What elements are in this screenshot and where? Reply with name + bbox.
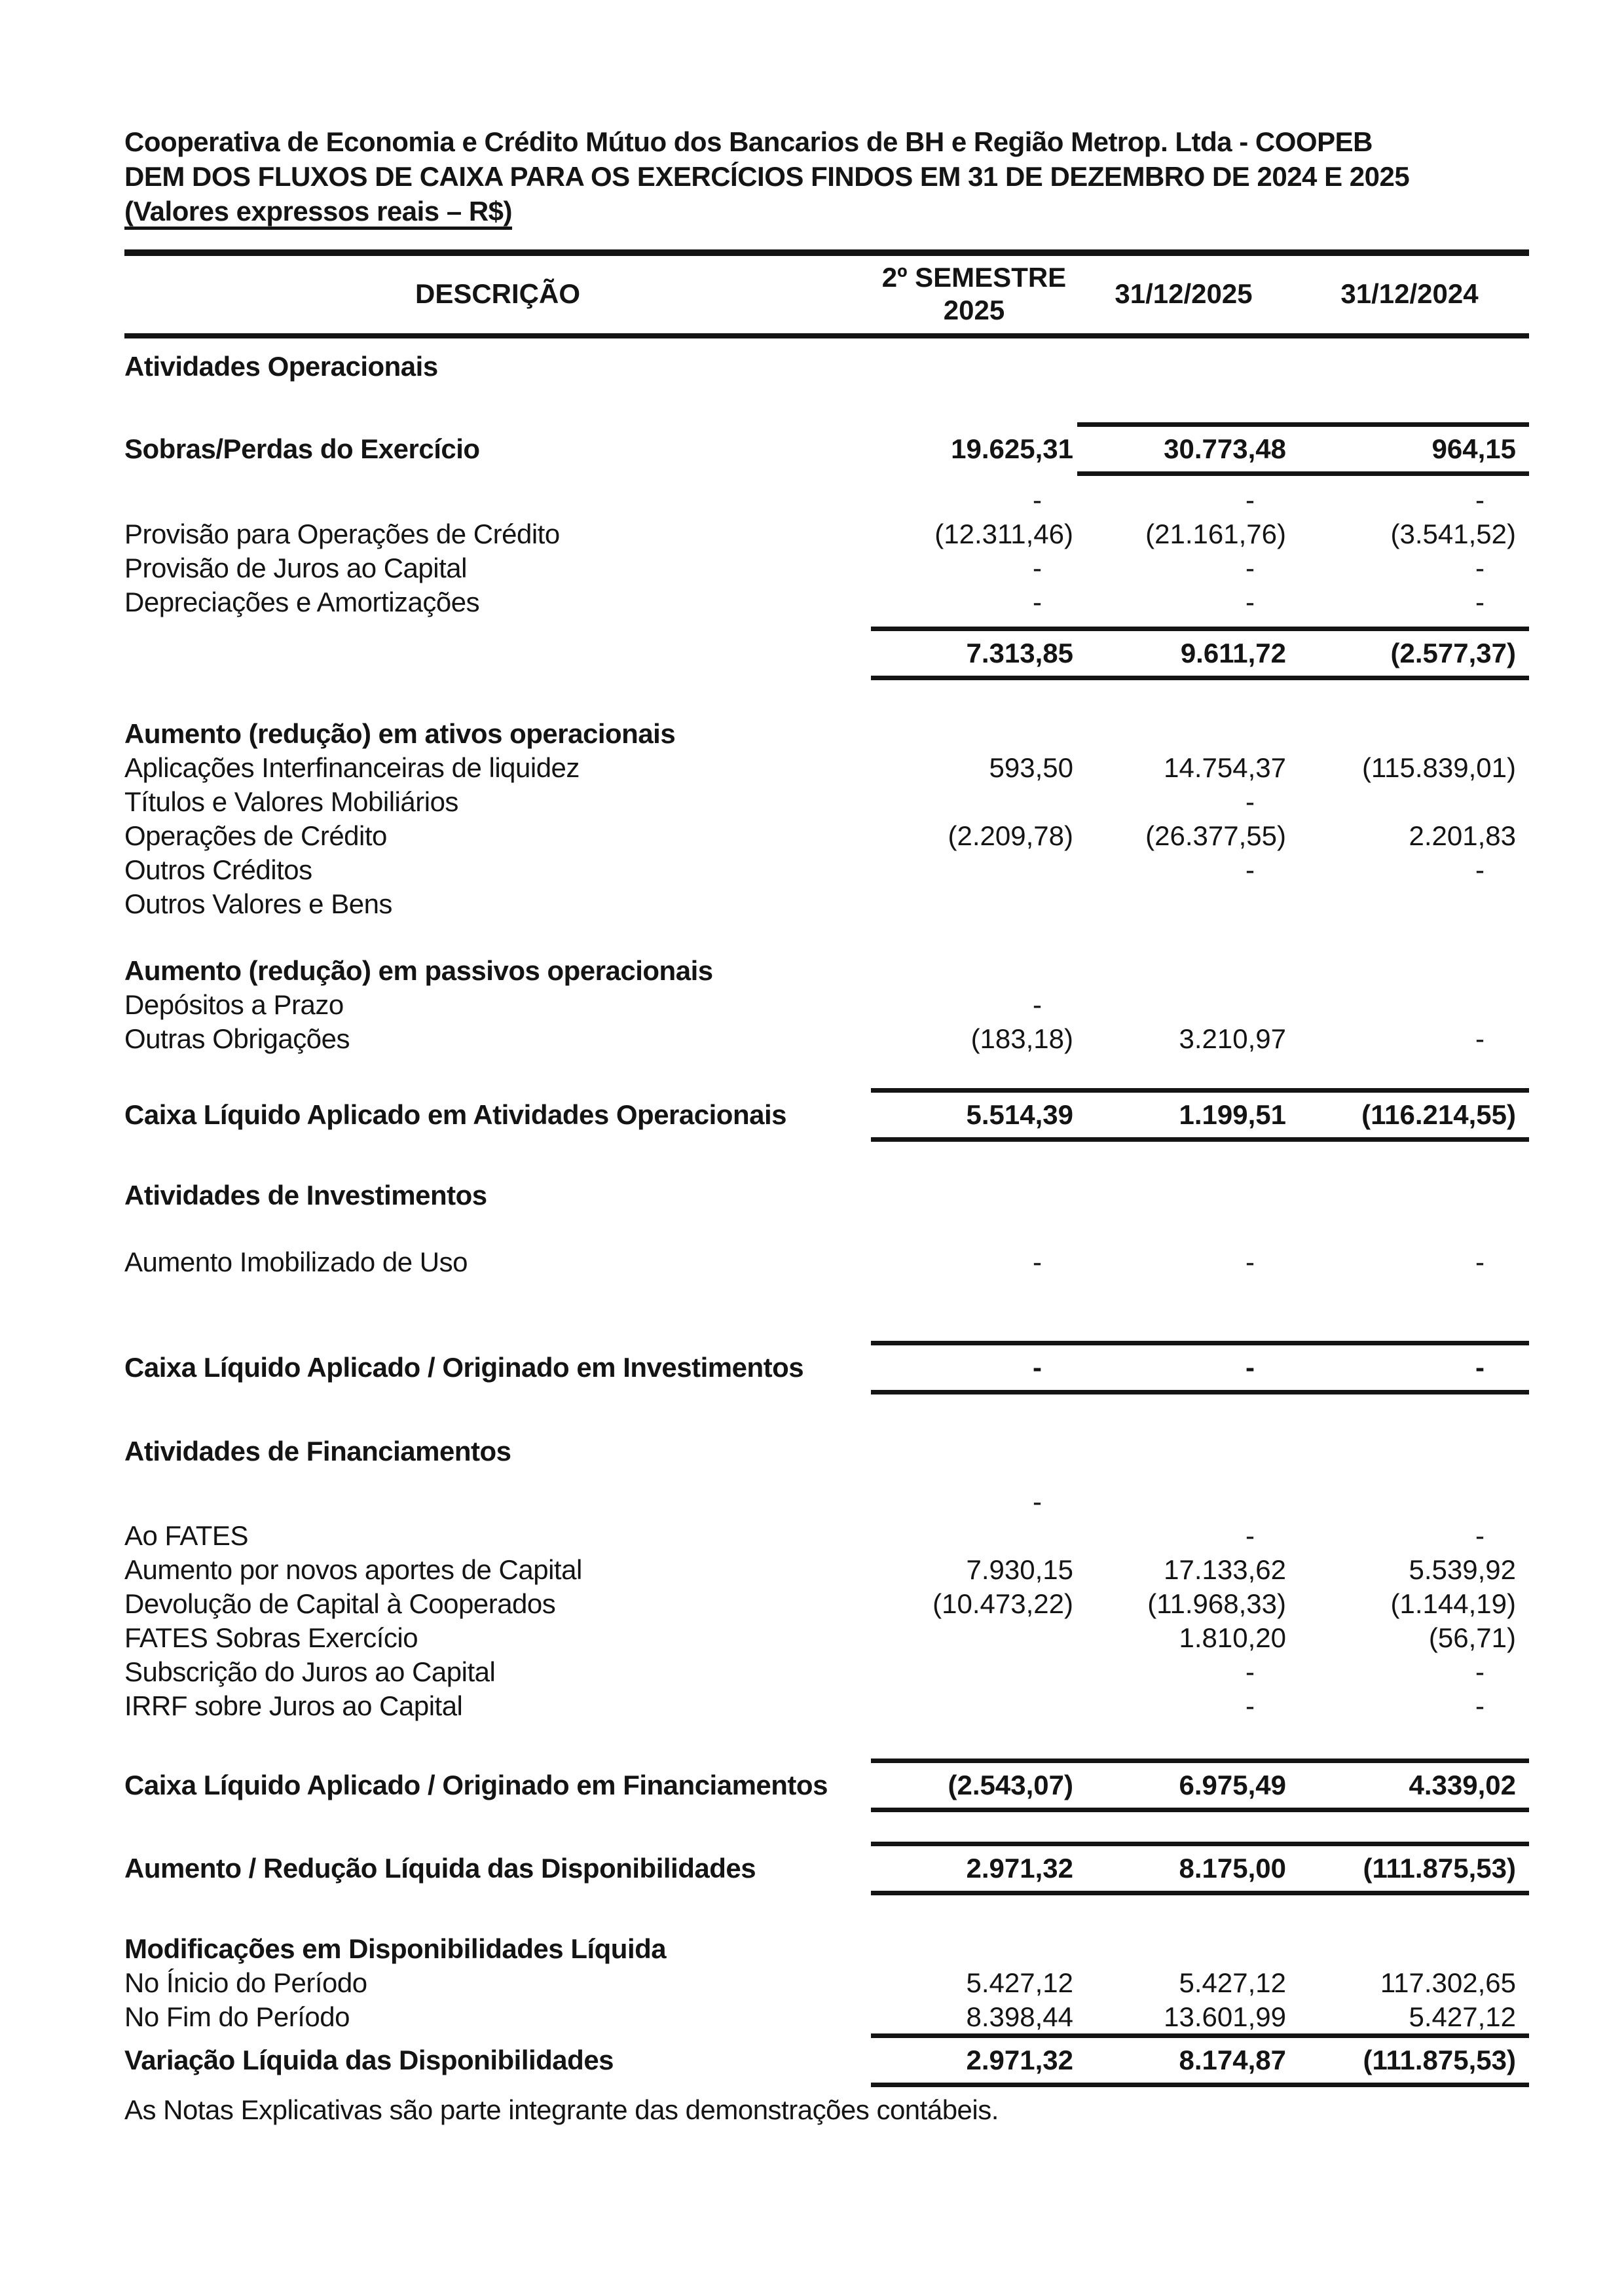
cell-value-c3: -: [1290, 1341, 1529, 1394]
table-row: [124, 585, 1529, 619]
row-label: Caixa Líquido Aplicado / Originado em Investimentos: [124, 1352, 804, 1383]
row-label: Provisão de Juros ao Capital: [124, 553, 467, 583]
table-row: [124, 1245, 1529, 1279]
cell-value-c3: -: [1475, 1656, 1485, 1687]
cell-value-c2: (26.377,55): [1145, 820, 1286, 851]
cell-value-c1: -: [1033, 553, 1042, 583]
row-label: Modificações em Disponibilidades Líquida: [124, 1933, 667, 1964]
table-row: [124, 886, 1529, 920]
cell-value-c3: -: [1475, 1520, 1485, 1551]
cell-value-c1: 5.514,39: [871, 1088, 1077, 1142]
column-header-semester-line1: 2º SEMESTRE: [881, 262, 1067, 293]
row-label: Outras Obrigações: [124, 1023, 350, 1054]
cell-value-c2: -: [1246, 1656, 1255, 1687]
cell-value-c1: (12.311,46): [934, 519, 1073, 549]
column-header-semester-line2: 2025: [943, 295, 1005, 325]
cell-value-c2: -: [1246, 1520, 1255, 1551]
cell-value-c1: 19.625,31: [951, 433, 1073, 464]
table-body: [124, 349, 1529, 2087]
section-heading-row: [124, 1178, 1529, 1212]
cell-value-c3: 5.539,92: [1409, 1554, 1516, 1585]
cell-value-c1: 7.313,85: [871, 627, 1077, 680]
row-label: Outros Créditos: [124, 854, 312, 885]
cell-value-c2: 14.754,37: [1164, 752, 1286, 783]
row-label: Aumento / Redução Líquida das Disponibilidades: [124, 1853, 756, 1884]
cell-value-c1: 5.427,12: [966, 1967, 1073, 1998]
section-heading-row: [124, 953, 1529, 987]
cell-value-c3: -: [1475, 587, 1485, 617]
cell-value-c3: (2.577,37): [1290, 627, 1529, 680]
cell-value-c2: 6.975,49: [1077, 1758, 1290, 1812]
table-row: [124, 627, 1529, 680]
table-row: [124, 750, 1529, 784]
row-label: Ao FATES: [124, 1520, 248, 1551]
cell-value-c1: (10.473,22): [932, 1588, 1073, 1619]
cell-value-c2: -: [1246, 1690, 1255, 1721]
cell-value-c3: -: [1475, 553, 1485, 583]
section-heading-row: [124, 349, 1529, 383]
table-row: [124, 1999, 1529, 2033]
table-row: [124, 1842, 1529, 1895]
cell-value-c2: -: [1246, 587, 1255, 617]
row-label: Subscrição do Juros ao Capital: [124, 1656, 496, 1687]
cell-value-c2: -: [1246, 553, 1255, 583]
row-label: Atividades de Investimentos: [124, 1180, 487, 1211]
row-label: Operações de Crédito: [124, 820, 387, 851]
table-header-row: [124, 256, 1529, 333]
row-label: Caixa Líquido Aplicado / Originado em Financiamentos: [124, 1770, 828, 1800]
table-row: [124, 818, 1529, 852]
cell-value-c2: (21.161,76): [1145, 519, 1286, 549]
cell-value-c3: (115.839,01): [1361, 752, 1516, 783]
table-row: [124, 1586, 1529, 1620]
cell-value-c1: (2.209,78): [948, 820, 1073, 851]
row-label: [124, 659, 871, 680]
row-label: No Ínicio do Período: [124, 1967, 367, 1998]
cell-value-c2: 9.611,72: [1077, 627, 1290, 680]
cell-value-c1: 593,50: [989, 752, 1073, 783]
column-header-31-12-2024: 31/12/2024: [1340, 278, 1479, 309]
cell-value-c1: -: [1033, 484, 1042, 515]
cell-value-c3: 4.339,02: [1290, 1758, 1529, 1812]
cell-value-c3: (111.875,53): [1290, 1842, 1529, 1895]
cell-value-c1: -: [871, 1341, 1077, 1394]
header-bottom-rule: [124, 333, 1529, 338]
statement-page: [124, 124, 1529, 2126]
table-row: [124, 1552, 1529, 1586]
row-label: Aumento (redução) em passivos operacionais: [124, 955, 713, 986]
cell-value-c1: -: [1033, 989, 1042, 1020]
cell-value-c2: 3.210,97: [1179, 1023, 1286, 1054]
cell-value-c1: -: [1033, 587, 1042, 617]
table-row: [124, 1758, 1529, 1812]
cell-value-c3: 117.302,65: [1380, 1967, 1516, 1998]
table-row: [124, 1518, 1529, 1552]
cell-value-c1: (2.543,07): [871, 1758, 1077, 1812]
cell-value-c2: -: [1077, 1341, 1290, 1394]
row-label: IRRF sobre Juros ao Capital: [124, 1690, 463, 1721]
row-label: Aumento (redução) em ativos operacionais: [124, 718, 676, 749]
row-label: Devolução de Capital à Cooperados: [124, 1588, 556, 1619]
section-heading-row: [124, 1931, 1529, 1965]
cell-value-c2: 1.810,20: [1179, 1622, 1286, 1653]
table-row: [124, 1965, 1529, 1999]
currency-note: (Valores expressos reais – R$): [124, 196, 513, 227]
table-row: [124, 422, 1529, 476]
cell-value-c1: -: [1033, 1247, 1042, 1277]
row-label: Títulos e Valores Mobiliários: [124, 786, 458, 817]
row-label: Aumento por novos aportes de Capital: [124, 1554, 582, 1585]
cell-value-c3: -: [1475, 1247, 1485, 1277]
cell-value-c3: -: [1475, 1690, 1485, 1721]
table-row: [124, 784, 1529, 818]
table-row: [124, 2033, 1529, 2087]
cell-value-c1: -: [1033, 1486, 1042, 1517]
cell-value-c3: 5.427,12: [1409, 2001, 1516, 2032]
cell-value-c3: (3.541,52): [1390, 519, 1516, 549]
table-row: [124, 987, 1529, 1021]
row-label: Atividades de Financiamentos: [124, 1436, 511, 1467]
cell-value-c2: -: [1246, 854, 1255, 885]
statement-title: DEM DOS FLUXOS DE CAIXA PARA OS EXERCÍCIOS FINDOS EM 31 DE DEZEMBRO DE 2024 E 2025: [124, 161, 1410, 192]
cell-value-c1: (183,18): [970, 1023, 1073, 1054]
table-row: [124, 1688, 1529, 1722]
cell-value-c2: -: [1246, 786, 1255, 817]
row-label: Aumento Imobilizado de Uso: [124, 1247, 468, 1277]
row-label: No Fim do Período: [124, 2001, 350, 2032]
cell-value-c1: 2.971,32: [871, 1842, 1077, 1895]
cell-value-c2: 30.773,48: [1077, 422, 1290, 476]
table-row: [124, 1341, 1529, 1394]
row-label: Aplicações Interfinanceiras de liquidez: [124, 752, 580, 783]
cell-value-c3: (116.214,55): [1290, 1088, 1529, 1142]
row-label: Depreciações e Amortizações: [124, 587, 480, 617]
table-row: [124, 1620, 1529, 1654]
cell-value-c3: (1.144,19): [1390, 1588, 1516, 1619]
cell-value-c3: -: [1475, 854, 1485, 885]
cell-value-c2: 17.133,62: [1164, 1554, 1286, 1585]
cell-value-c2: 1.199,51: [1077, 1088, 1290, 1142]
row-label: Atividades Operacionais: [124, 351, 438, 382]
cell-value-c1: 2.971,32: [871, 2033, 1077, 2087]
company-title: Cooperativa de Economia e Crédito Mútuo dos Bancarios de BH e Região Metrop. Ltda - COOPEB: [124, 126, 1373, 157]
row-label: FATES Sobras Exercício: [124, 1622, 418, 1653]
table-row: [124, 551, 1529, 585]
column-header-semester-2025: [871, 261, 1077, 327]
cell-value-c1: 7.930,15: [966, 1554, 1073, 1585]
table-row: [124, 852, 1529, 886]
cell-value-c2: 5.427,12: [1179, 1967, 1286, 1998]
row-label: Caixa Líquido Aplicado em Atividades Operacionais: [124, 1099, 786, 1130]
table-row: [124, 483, 1529, 517]
row-label: Provisão para Operações de Crédito: [124, 519, 560, 549]
cell-value-c3: -: [1475, 484, 1485, 515]
column-header-31-12-2025: 31/12/2025: [1115, 278, 1253, 309]
row-label: Outros Valores e Bens: [124, 888, 392, 919]
table-row: [124, 517, 1529, 551]
header-top-rule: [124, 249, 1529, 256]
cell-value-c3: 964,15: [1290, 422, 1529, 476]
section-heading-row: [124, 1434, 1529, 1468]
table-row: [124, 1021, 1529, 1055]
cell-value-c2: 8.175,00: [1077, 1842, 1290, 1895]
row-label: Depósitos a Prazo: [124, 989, 344, 1020]
table-row: [124, 1654, 1529, 1688]
cell-value-c2: (11.968,33): [1147, 1588, 1286, 1619]
row-label: Variação Líquida das Disponibilidades: [124, 2045, 614, 2075]
cell-value-c2: 8.174,87: [1077, 2033, 1290, 2087]
cell-value-c1: 8.398,44: [966, 2001, 1073, 2032]
cell-value-c3: (56,71): [1428, 1622, 1516, 1653]
column-header-description: DESCRIÇÃO: [415, 278, 581, 309]
explanatory-notes-footnote: As Notas Explicativas são parte integrante das demonstrações contábeis.: [124, 2094, 999, 2125]
table-row: [124, 1484, 1529, 1518]
cell-value-c2: -: [1246, 484, 1255, 515]
cell-value-c2: -: [1246, 1247, 1255, 1277]
cell-value-c3: (111.875,53): [1290, 2033, 1529, 2087]
cell-value-c3: -: [1475, 1023, 1485, 1054]
table-row: [124, 1088, 1529, 1142]
row-label: Sobras/Perdas do Exercício: [124, 433, 480, 464]
cell-value-c2: 13.601,99: [1164, 2001, 1286, 2032]
cell-value-c3: 2.201,83: [1409, 820, 1516, 851]
section-heading-row: [124, 716, 1529, 750]
